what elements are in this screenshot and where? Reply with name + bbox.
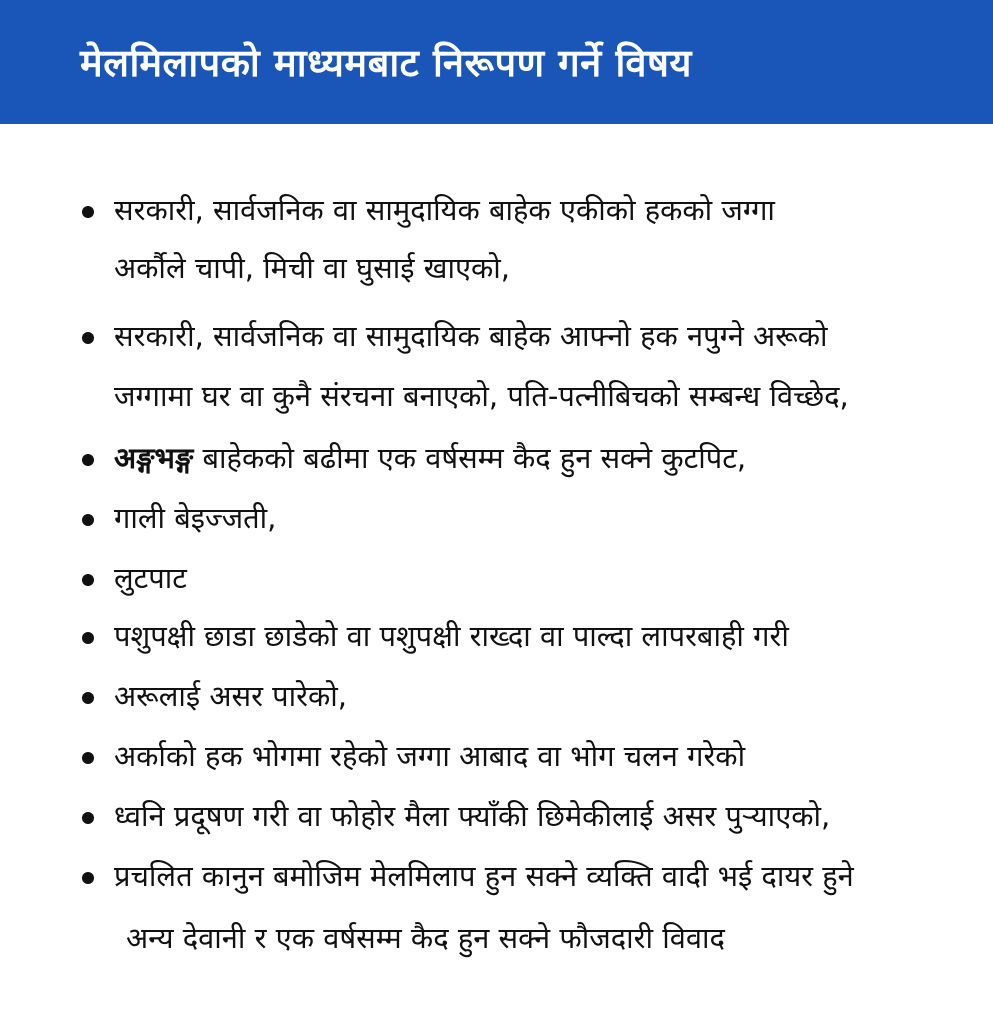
- list-item: [0, 490, 993, 548]
- list-item: [0, 788, 993, 846]
- bullet-list: [0, 124, 993, 1024]
- list-item-text: ध्वनि प्रदूषण गरी वा फोहोर मैला फ्याँकी छिमेकीलाई असर पुऱ्याएको,: [114, 799, 831, 833]
- list-item-text: जग्गामा घर वा कुनै संरचना बनाएको, पति-पत्नीबिचको सम्बन्ध विच्छेद,: [114, 379, 849, 413]
- list-item-text: अन्य देवानी र एक वर्षसम्म कैद हुन सक्ने फौजदारी विवाद: [126, 921, 725, 955]
- bullet-icon: [82, 574, 94, 586]
- list-item: [0, 608, 993, 666]
- bullet-icon: [82, 514, 94, 526]
- page-title: मेलमिलापको माध्यमबाट निरूपण गर्ने विषय: [80, 41, 692, 85]
- list-item: [0, 550, 993, 608]
- list-item-text: बाहेकको बढीमा एक वर्षसम्म कैद हुन सक्ने कुटपिट,: [193, 441, 747, 475]
- bullet-icon: [82, 632, 94, 644]
- list-item: [0, 728, 993, 786]
- list-item-text: अरूलाई असर पारेको,: [114, 679, 348, 713]
- bullet-icon: [82, 812, 94, 824]
- bullet-icon: [82, 872, 94, 884]
- list-item: [0, 668, 993, 726]
- bullet-icon: [82, 692, 94, 704]
- bullet-icon: [82, 332, 94, 344]
- list-item: [0, 308, 993, 366]
- bold-term: अङ्गभङ्ग: [114, 441, 194, 475]
- list-item-text-wrap: [114, 436, 746, 480]
- list-item-text: पशुपक्षी छाडा छाडेको वा पशुपक्षी राख्दा वा पाल्दा लापरबाही गरी: [114, 619, 789, 653]
- bullet-icon: [82, 206, 94, 218]
- list-item-text: अर्कौले चापी, मिची वा घुसाई खाएको,: [114, 251, 510, 285]
- list-item-text: अर्काको हक भोगमा रहेको जग्गा आबाद वा भोग चलन गरेको: [114, 739, 746, 773]
- list-item: [0, 848, 993, 906]
- list-item-text: सरकारी, सार्वजनिक वा सामुदायिक बाहेक एकीको हकको जग्गा: [114, 193, 775, 227]
- bullet-icon: [82, 752, 94, 764]
- header-banner: [0, 0, 993, 124]
- list-item-continuation: [0, 240, 993, 298]
- bullet-icon: [82, 454, 94, 466]
- list-item-continuation: [0, 910, 993, 968]
- list-item-text: गाली बेइज्जती,: [114, 501, 277, 535]
- list-item: [0, 182, 993, 240]
- list-item-continuation: [0, 368, 993, 426]
- list-item-text: प्रचलित कानुन बमोजिम मेलमिलाप हुन सक्ने व्यक्ति वादी भई दायर हुने: [114, 859, 854, 893]
- list-item: [0, 430, 993, 488]
- list-item-text: सरकारी, सार्वजनिक वा सामुदायिक बाहेक आफ्नो हक नपुग्ने अरूको: [114, 319, 828, 353]
- list-item-text: लुटपाट: [114, 561, 187, 595]
